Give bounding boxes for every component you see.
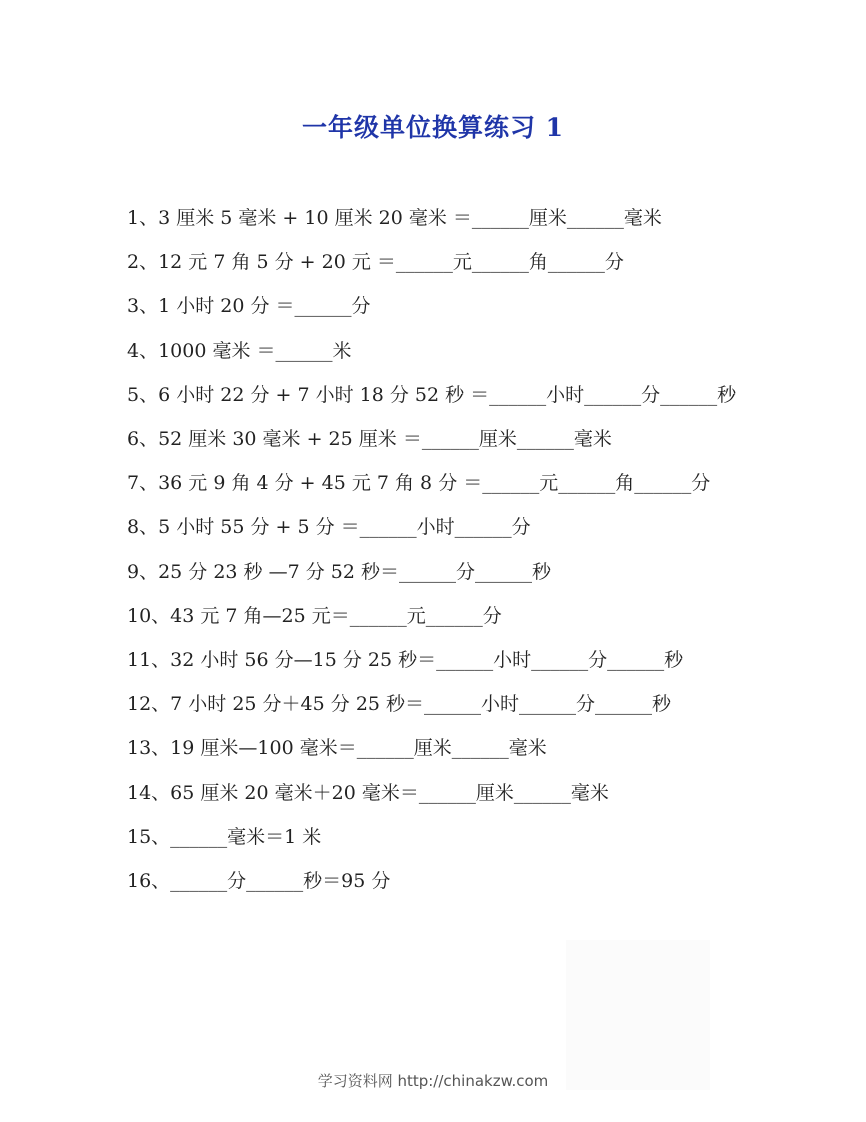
background-smudge	[566, 940, 710, 1090]
question-5: 5、6 小时 22 分 + 7 小时 18 分 52 秒 ＝______小时______分______秒	[127, 383, 737, 406]
question-16: 16、______分______秒＝95 分	[127, 870, 391, 893]
question-11: 11、32 小时 56 分—15 分 25 秒＝______小时______分______秒	[127, 649, 684, 672]
question-14: 14、65 厘米 20 毫米＋20 毫米＝______厘米______毫米	[127, 781, 609, 804]
question-4: 4、1000 毫米 ＝______米	[127, 339, 352, 362]
question-7: 7、36 元 9 角 4 分 + 45 元 7 角 8 分 ＝______元______角______分	[127, 472, 711, 495]
question-13: 13、19 厘米—100 毫米＝______厘米______毫米	[127, 737, 547, 760]
question-3: 3、1 小时 20 分 ＝______分	[127, 295, 371, 318]
page-title: 一年级单位换算练习 1	[301, 113, 565, 142]
question-1: 1、3 厘米 5 毫米 + 10 厘米 20 毫米 ＝______厘米______毫米	[127, 207, 662, 229]
question-9: 9、25 分 23 秒 —7 分 52 秒＝______分______秒	[127, 560, 551, 583]
question-6: 6、52 厘米 30 毫米 + 25 厘米 ＝______厘米______毫米	[127, 428, 612, 451]
question-8: 8、5 小时 55 分 + 5 分 ＝______小时______分	[127, 516, 531, 539]
footer-watermark: 学习资料网 http://chinakzw.com	[317, 1072, 549, 1090]
question-12: 12、7 小时 25 分＋45 分 25 秒＝______小时______分______秒	[127, 693, 672, 716]
question-10: 10、43 元 7 角—25 元＝______元______分	[127, 604, 502, 627]
question-2: 2、12 元 7 角 5 分 + 20 元 ＝______元______角______分	[127, 251, 624, 274]
question-list	[127, 196, 747, 903]
question-15: 15、______毫米＝1 米	[127, 825, 322, 848]
